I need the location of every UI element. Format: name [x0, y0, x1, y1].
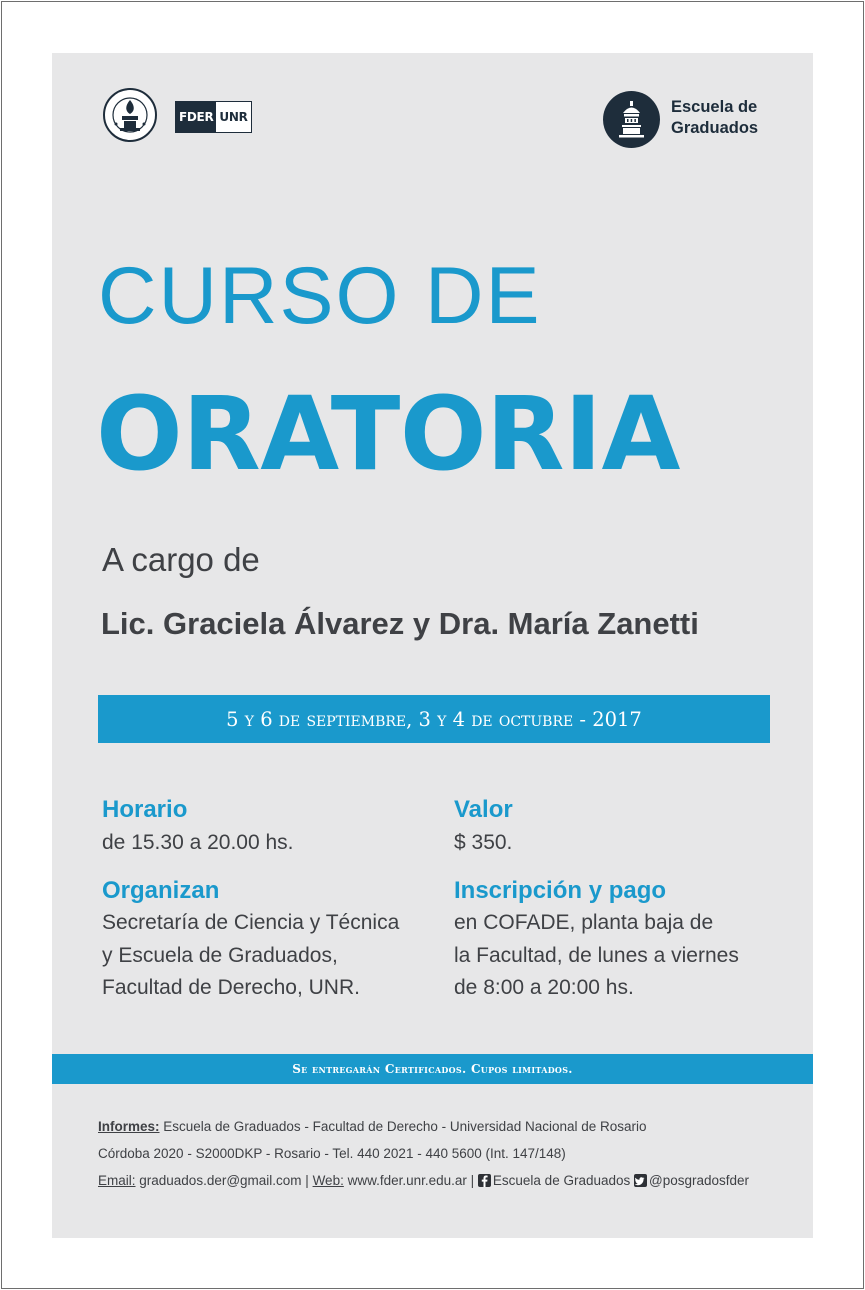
- university-seal-icon: [103, 88, 157, 142]
- inscripcion-heading: Inscripción y pago: [454, 877, 667, 904]
- certificates-banner: [52, 1054, 813, 1084]
- web-label: Web:: [312, 1173, 344, 1188]
- inscripcion-line: en COFADE, planta baja de: [454, 911, 714, 934]
- twitter-icon: [634, 1174, 647, 1187]
- horario-block: [102, 795, 294, 860]
- building-icon: [603, 91, 660, 148]
- school-name-line1: Escuela de: [671, 98, 758, 116]
- valor-heading: Valor: [454, 796, 513, 823]
- informes-label: Informes:: [98, 1119, 160, 1134]
- date-banner: [98, 695, 770, 743]
- facebook-text[interactable]: Escuela de Graduados: [492, 1173, 634, 1188]
- facebook-icon: [478, 1174, 491, 1187]
- email-label: Email:: [98, 1173, 136, 1188]
- organizan-heading: Organizan: [102, 877, 220, 904]
- fder-logo-left: FDER: [176, 102, 216, 132]
- twitter-text[interactable]: @posgradosfder: [649, 1173, 750, 1188]
- web-text[interactable]: www.fder.unr.edu.ar |: [343, 1173, 478, 1188]
- fder-logo-right: UNR: [216, 102, 250, 132]
- presenters-intro: A cargo de: [102, 541, 260, 578]
- horario-heading: Horario: [102, 796, 188, 823]
- email-text[interactable]: graduados.der@gmail.com |: [135, 1173, 313, 1188]
- certificates-text: Se entregarán Certificados. Cupos limitados.: [292, 1062, 573, 1076]
- date-text: 5 y 6 de septiembre, 3 y 4 de octubre - 2017: [226, 707, 642, 731]
- title-line1: CURSO DE: [98, 251, 542, 341]
- footer-contact: [98, 1172, 749, 1190]
- footer-informes: [98, 1118, 647, 1136]
- school-name-line2: Graduados: [671, 119, 759, 137]
- valor-block: [454, 795, 513, 860]
- inscripcion-block: [454, 876, 739, 1005]
- organizan-line: y Escuela de Graduados,: [102, 943, 338, 967]
- inscripcion-line: de 8:00 a 20:00 hs.: [454, 976, 634, 999]
- fder-unr-logo: [175, 101, 252, 133]
- title-line2: ORATORIA: [96, 375, 680, 494]
- inscripcion-line: la Facultad, de lunes a viernes: [454, 943, 739, 967]
- valor-text: $ 350.: [454, 831, 513, 854]
- presenters-names: Lic. Graciela Álvarez y Dra. María Zanetti: [101, 606, 699, 641]
- school-name: [671, 97, 758, 139]
- horario-text: de 15.30 a 20.00 hs.: [102, 831, 294, 854]
- organizan-block: [102, 876, 399, 1005]
- informes-text: Escuela de Graduados - Facultad de Derecho - Universidad Nacional de Rosario: [159, 1119, 647, 1134]
- organizan-line: Facultad de Derecho, UNR.: [102, 976, 360, 999]
- organizan-line: Secretaría de Ciencia y Técnica: [102, 911, 400, 934]
- footer-address: Córdoba 2020 - S2000DKP - Rosario - Tel. 440 2021 - 440 5600 (Int. 147/148): [98, 1146, 566, 1161]
